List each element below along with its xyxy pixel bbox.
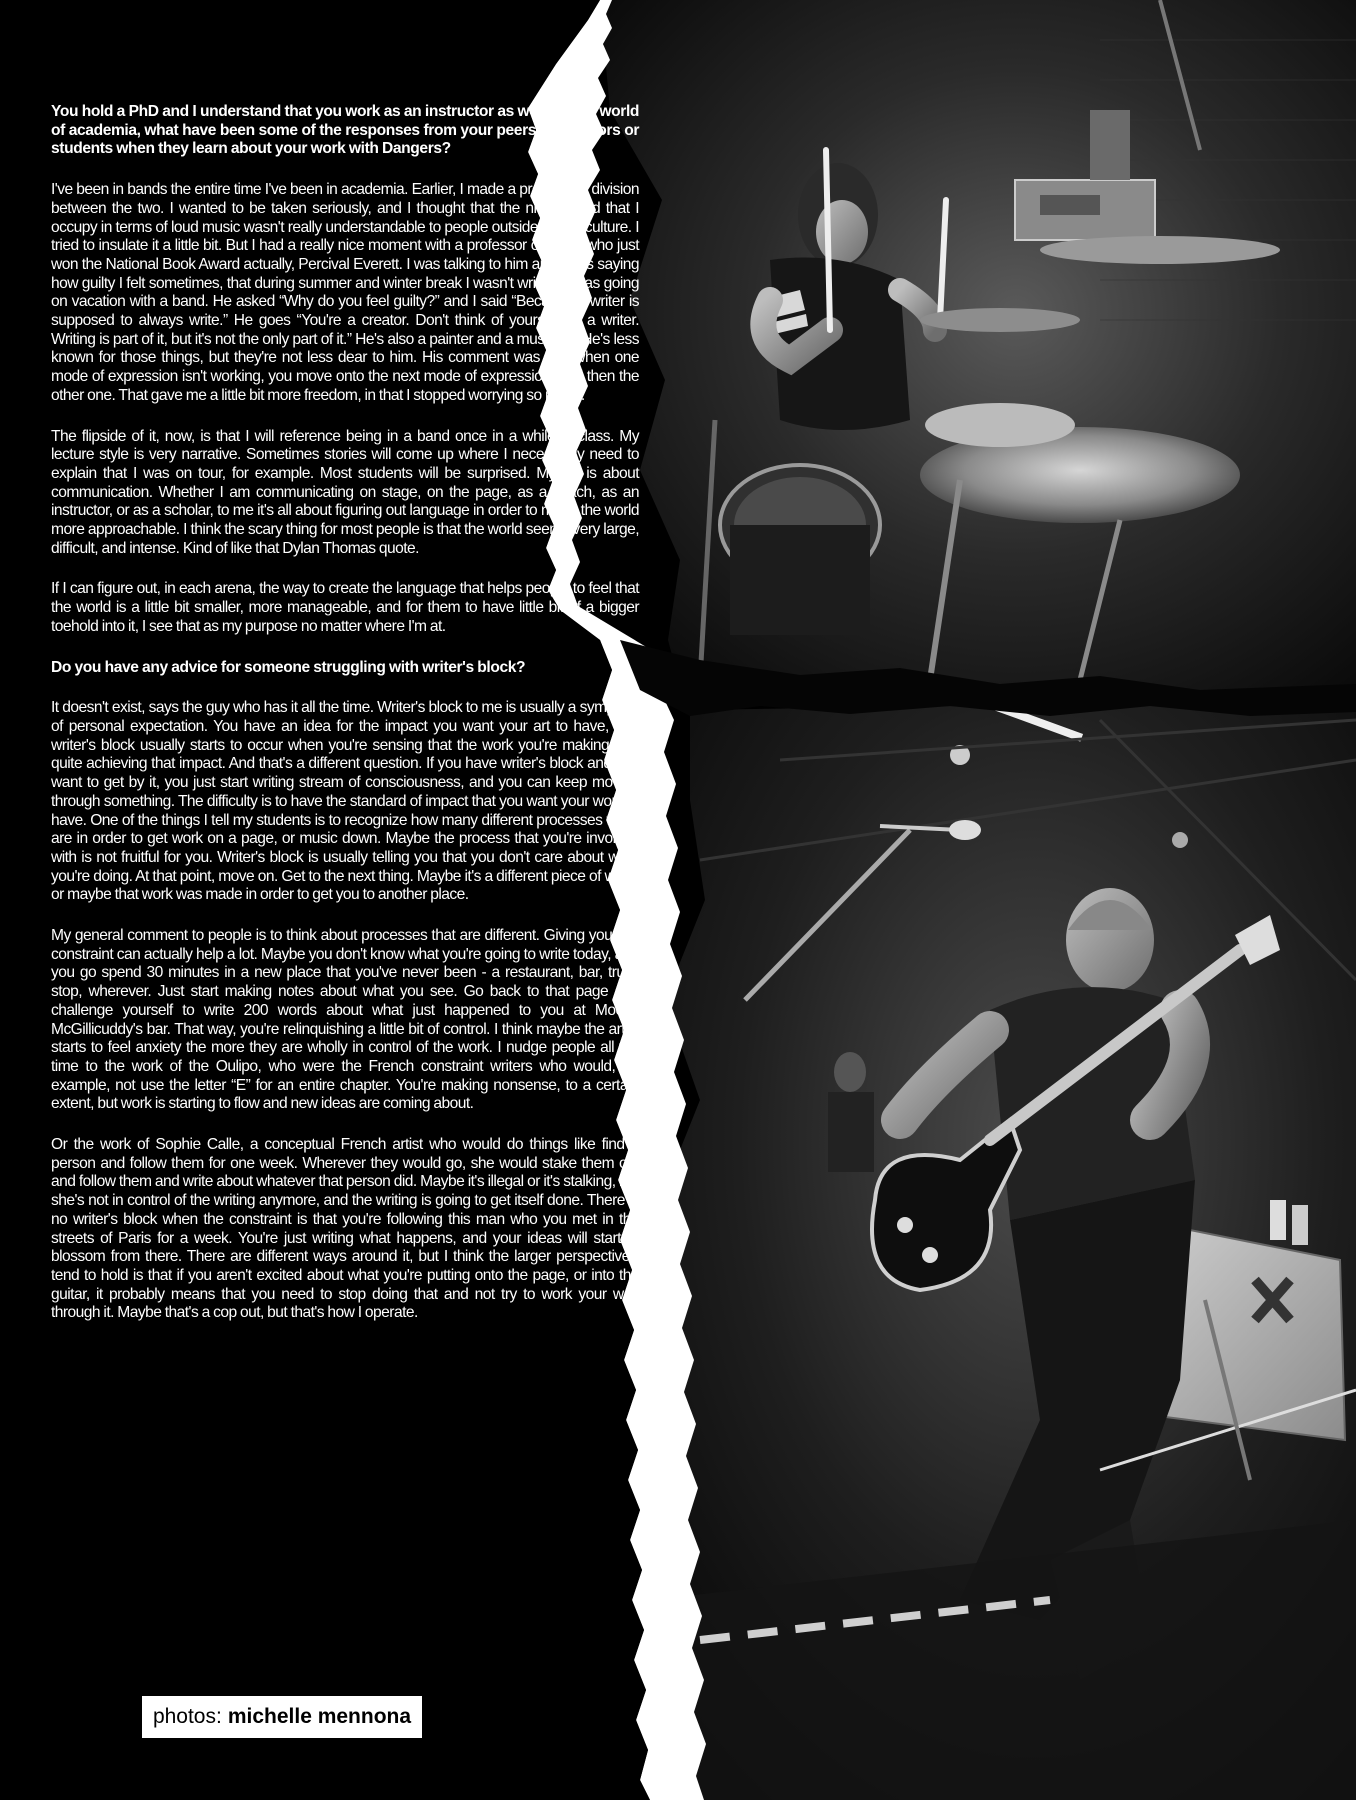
guitarist-photo — [640, 696, 1356, 1800]
photo-credit-name: michelle mennona — [227, 1705, 412, 1728]
drummer-photo — [600, 0, 1356, 705]
page-number: 79 — [662, 1714, 686, 1737]
interview-question: You hold a PhD and I understand that you work as an instructor as well. In this world of academia, what have been some of the responses from your peers, professors or students when they learn about your work with Dangers? — [51, 103, 639, 158]
interview-answer: It doesn't exist, says the guy who has it all the time. Writer's block to me is usually a symptom of personal expectation. You have an idea for the impact you want your art to have, and writer's block usually starts to occur when you're sensing that the work you're making isn't quite achieving that impact. And that's a different question. If you have writer's block and you want to get by it, you just start writing stream of consciousness, and you can keep moving through something. The difficulty is to have the standard of impact that you want your work to have. One of the things I tell my students is to recognize how many different processes there are in order to get work on a page, or music down. Maybe the process that you're involved with is not fruitful for you. Writer's block is usually telling you that you don't care about what you're doing. At that point, move on. Get to the next thing. Maybe it's a different piece of work, or maybe that work was made in order to get you to another place. — [51, 699, 639, 904]
interview-answer: My general comment to people is to think about processes that are different. Giving yourself constraint can actually help a lot. Maybe you don't know what you're going to write today, and you go spend 30 minutes in a new place that you've never been - a restaurant, bar, truck stop, wherever. Just start making notes about what you see. Go back to that page and challenge yourself to write 200 words about what just happened to you at Moose McGillicuddy's bar. That way, you're relinquishing a little bit of control. I think maybe the artist starts to feel anxiety the more they are wholly in control of the work. I nudge people all the time to the work of the Oulipo, who were the French constraint writers who would, for example, not use the letter “E” for an entire chapter. You're making nonsense, to a certain extent, but work is starting to flow and new ideas are coming about. — [51, 927, 639, 1113]
interview-question: Do you have any advice for someone struggling with writer's block? — [51, 658, 526, 676]
interview-answer: If I can figure out, in each arena, the way to create the language that helps people to feel that the world is a little bit smaller, more manageable, and for them to have little bit of a bigger toehold into it, I see that as my purpose no matter where I'm at. — [51, 580, 639, 635]
interview-answer: Or the work of Sophie Calle, a conceptual French artist who would do things like find a person and follow them for one week. Wherever they would go, she would stake them out and follow them and write about whatever that person did. Maybe it's illegal or it's stalking, but she's not in control of the writing anymore, and the writing is going to get itself done. There is no writer's block when the constraint is that you're following this man who you met in the streets of Paris for a week. You're just writing what happens, and your ideas will start to blossom from there. There are different ways around it, but I think the larger perspective I tend to hold is that if you aren't excited about what you're putting onto the page, or into the guitar, it probably means that you need to stop doing that and not try to work your way through it. Maybe that's a cop out, but that's how I operate. — [51, 1136, 639, 1322]
interview-text — [51, 103, 639, 1345]
photo-credit — [142, 1696, 422, 1738]
interview-answer: The flipside of it, now, is that I will reference being in a band once in a while in class. My lecture style is very narrative. Sometimes stories will come up where I necessarily need to explain that I was on tour, for example. Most students will be surprised. My life is about communication. Whether I am communicating on stage, on the page, as a coach, as an instructor, or as a scholar, to me it's all about figuring out language in order to make the world more approachable. I think the scary thing for most people is that the world seems very large, difficult, and intense. Kind of like that Dylan Thomas quote. — [51, 427, 639, 557]
interview-answer: I've been in bands the entire time I've been in academia. Earlier, I made a pretty hard division between the two. I wanted to be taken seriously, and I thought that the niche world that I occupy in terms of loud music wasn't really understandable to people outside of that culture. I tried to insulate it a little bit. But I had a really nice moment with a professor of mine, who just won the National Book Award actually, Percival Everett. I was talking to him and I was saying how guilty I felt sometimes, that during summer and winter break I wasn't writing. I was going on vacation with a band. He asked “Why do you feel guilty?” and I said “Because a writer is supposed to always write.” He goes “You're a creator. Don't think of yourself as a writer. Writing is part of it, but it's not the only part of it.” He's also a painter and a musician. He's less known for those things, but they're not less dear to him. His comment was that when one mode of expression isn't working, you move onto the next mode of expression, and then the other one. That gave me a little bit more freedom, in that I stopped worrying so much. — [51, 181, 639, 404]
photo-credit-prefix: photos: — [152, 1705, 222, 1728]
